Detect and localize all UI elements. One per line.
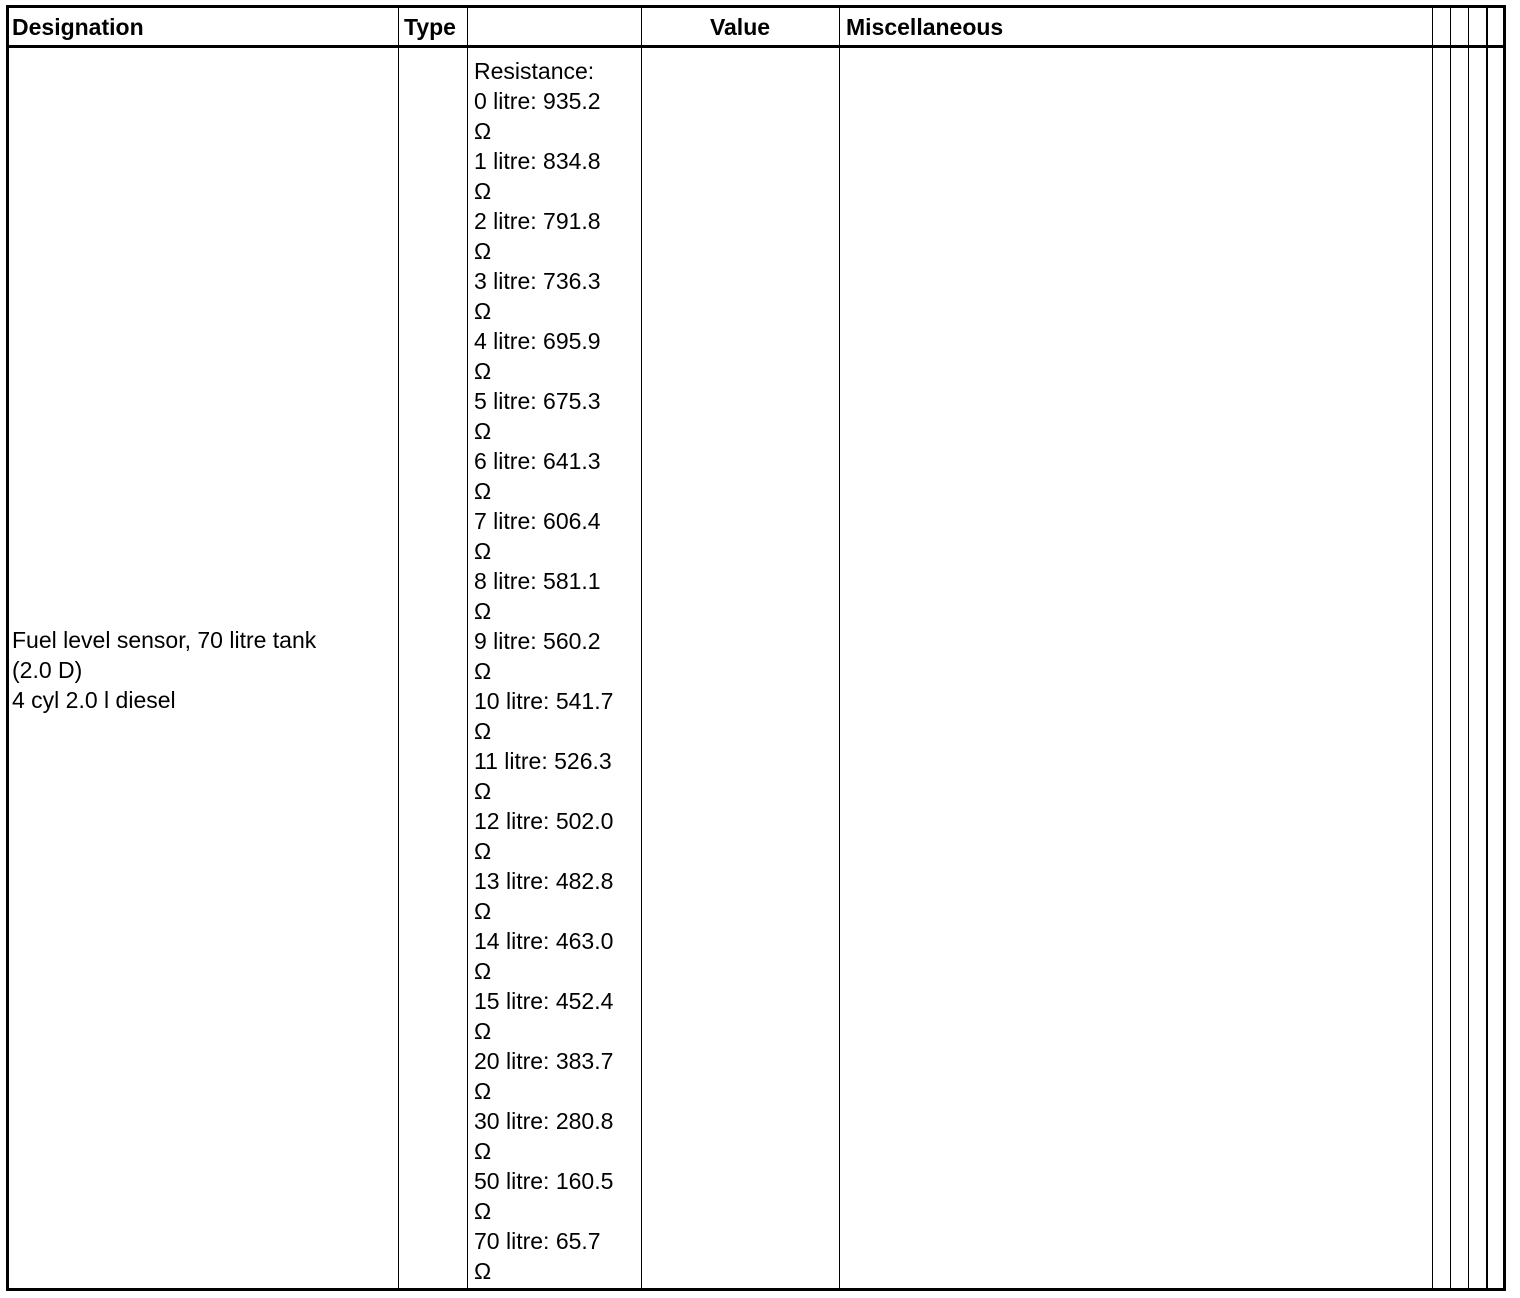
resistance-line: 50 litre: 160.5 <box>474 1168 614 1194</box>
header-designation: Designation <box>12 14 144 40</box>
resistance-line: 12 litre: 502.0 <box>474 808 614 834</box>
column-divider <box>641 5 642 1291</box>
resistance-line: Ω <box>474 1018 492 1044</box>
resistance-line: Ω <box>474 898 492 924</box>
resistance-line: Ω <box>474 478 492 504</box>
resistance-line: 4 litre: 695.9 <box>474 328 601 354</box>
resistance-line: Ω <box>474 958 492 984</box>
designation-line: Fuel level sensor, 70 litre tank <box>12 627 317 653</box>
resistance-line: 5 litre: 675.3 <box>474 388 601 414</box>
resistance-line: Ω <box>474 1078 492 1104</box>
resistance-line: Ω <box>474 1138 492 1164</box>
resistance-line: Ω <box>474 418 492 444</box>
resistance-line: Ω <box>474 298 492 324</box>
resistance-line: Ω <box>474 538 492 564</box>
designation-line: 4 cyl 2.0 l diesel <box>12 687 176 713</box>
column-divider <box>467 5 468 1291</box>
resistance-line: Ω <box>474 118 492 144</box>
resistance-line: 3 litre: 736.3 <box>474 268 601 294</box>
resistance-line: Ω <box>474 1258 492 1284</box>
resistance-line: 2 litre: 791.8 <box>474 208 601 234</box>
header-divider <box>6 45 1506 48</box>
designation-cell <box>12 625 316 715</box>
resistance-line: 15 litre: 452.4 <box>474 988 614 1014</box>
resistance-line: Resistance: <box>474 58 595 84</box>
column-divider <box>1450 5 1451 1291</box>
resistance-line: 14 litre: 463.0 <box>474 928 614 954</box>
resistance-line: 1 litre: 834.8 <box>474 148 601 174</box>
resistance-line: 20 litre: 383.7 <box>474 1048 614 1074</box>
resistance-line: Ω <box>474 658 492 684</box>
resistance-line: Ω <box>474 838 492 864</box>
resistance-line: 0 litre: 935.2 <box>474 88 601 114</box>
resistance-line: 9 litre: 560.2 <box>474 628 601 654</box>
column-divider <box>1432 5 1433 1291</box>
resistance-line: Ω <box>474 778 492 804</box>
resistance-line: 6 litre: 641.3 <box>474 448 601 474</box>
column-divider <box>1468 5 1469 1291</box>
header-miscellaneous: Miscellaneous <box>846 14 1004 40</box>
column-divider <box>398 5 399 1291</box>
resistance-line: 30 litre: 280.8 <box>474 1108 614 1134</box>
resistance-line: Ω <box>474 178 492 204</box>
resistance-cell <box>474 56 613 1286</box>
resistance-line: Ω <box>474 238 492 264</box>
header-value: Value <box>709 14 771 40</box>
resistance-line: Ω <box>474 598 492 624</box>
resistance-line: 7 litre: 606.4 <box>474 508 601 534</box>
resistance-line: Ω <box>474 1198 492 1224</box>
designation-line: (2.0 D) <box>12 657 83 683</box>
resistance-line: 13 litre: 482.8 <box>474 868 614 894</box>
resistance-line: 70 litre: 65.7 <box>474 1228 601 1254</box>
resistance-line: 8 litre: 581.1 <box>474 568 601 594</box>
resistance-line: Ω <box>474 358 492 384</box>
header-type: Type <box>404 14 456 40</box>
column-divider <box>839 5 840 1291</box>
resistance-line: Ω <box>474 718 492 744</box>
resistance-line: 10 litre: 541.7 <box>474 688 614 714</box>
resistance-line: 11 litre: 526.3 <box>474 748 612 774</box>
column-divider <box>1486 5 1488 1291</box>
